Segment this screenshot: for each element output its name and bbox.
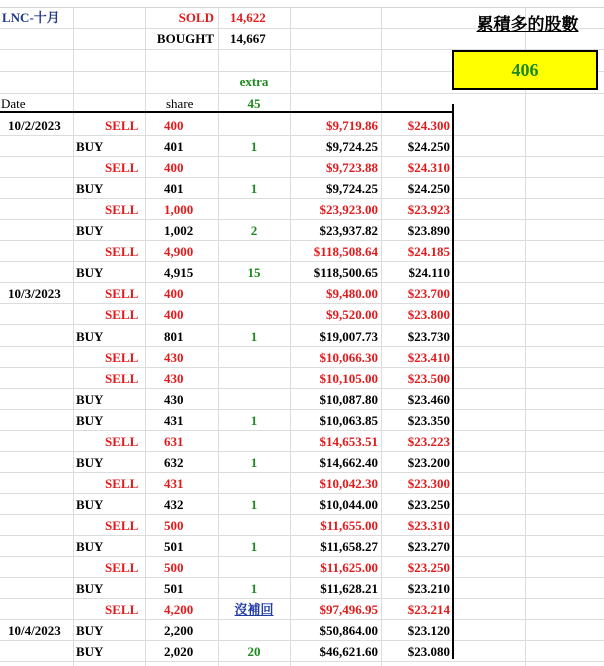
row-action: SELL — [105, 160, 139, 176]
row-action: SELL — [105, 560, 139, 576]
row-price: $23.200 — [407, 454, 450, 470]
row-amount: $11,658.27 — [320, 539, 378, 554]
row-amount: $46,621.60 — [319, 644, 378, 660]
summary-title: 累積多的股數 — [476, 15, 579, 35]
row-shares: 632 — [164, 454, 184, 470]
row-action: SELL — [105, 307, 139, 323]
row-shares: 501 — [164, 539, 184, 554]
row-price: $23.500 — [407, 370, 450, 386]
row-extra: 1 — [250, 412, 258, 428]
row-action: SELL — [105, 349, 139, 365]
row-amount: $9,724.25 — [326, 139, 378, 155]
row-amount: $118,500.65 — [313, 265, 378, 281]
row-shares: 401 — [164, 181, 184, 197]
sold-label: SOLD — [178, 10, 214, 25]
row-price: $24.250 — [407, 139, 450, 155]
row-action: BUY — [76, 454, 104, 470]
row-amount: $9,719.86 — [326, 118, 378, 133]
bought-value: 14,667 — [230, 31, 266, 46]
row-amount: $10,044.00 — [319, 496, 378, 512]
row-amount: $9,724.25 — [326, 181, 378, 197]
row-action: BUY — [76, 623, 104, 639]
row-amount: $23,923.00 — [319, 202, 378, 218]
row-price: $23.730 — [407, 328, 450, 344]
row-amount: $10,105.00 — [319, 370, 378, 386]
gridline — [0, 367, 604, 368]
row-shares: 1,000 — [164, 202, 194, 218]
spreadsheet-grid — [0, 7, 604, 666]
row-action: BUY — [76, 644, 104, 660]
row-shares: 400 — [164, 307, 184, 323]
gridline — [0, 661, 604, 662]
row-extra: 1 — [250, 496, 258, 512]
row-action: BUY — [76, 539, 104, 554]
row-amount: $14,653.51 — [319, 433, 378, 449]
gridline — [0, 388, 604, 389]
extra-label: extra — [239, 74, 269, 89]
row-price: $23.890 — [407, 223, 450, 239]
row-price: $23.080 — [407, 644, 450, 660]
row-extra: 1 — [250, 328, 258, 344]
gridline — [0, 451, 604, 452]
row-shares: 430 — [164, 349, 184, 365]
row-price: $23.310 — [407, 517, 450, 533]
row-action: SELL — [105, 286, 139, 302]
row-price: $24.300 — [407, 118, 450, 133]
row-shares: 500 — [164, 560, 184, 576]
gridline — [0, 577, 604, 578]
row-shares: 400 — [164, 286, 184, 302]
row-shares: 4,200 — [164, 602, 194, 618]
row-price: $23.250 — [407, 496, 450, 512]
gridline — [0, 598, 604, 599]
row-shares: 430 — [164, 370, 184, 386]
row-shares: 1,002 — [164, 223, 194, 239]
row-shares: 400 — [164, 118, 184, 133]
row-price: $23.120 — [407, 623, 450, 639]
row-shares: 801 — [164, 328, 184, 344]
row-price: $24.185 — [407, 244, 450, 260]
row-shares: 4,915 — [164, 265, 194, 281]
row-amount: $14,662.40 — [319, 454, 378, 470]
row-price: $23.460 — [407, 391, 450, 407]
gridline — [0, 198, 604, 199]
gridline — [0, 409, 604, 410]
row-amount: $11,625.00 — [320, 560, 378, 576]
gridline — [0, 640, 604, 641]
row-shares: 4,900 — [164, 244, 194, 260]
row-extra: 1 — [250, 581, 258, 597]
row-shares: 432 — [164, 496, 184, 512]
row-extra: 1 — [250, 181, 258, 197]
row-price: $23.210 — [407, 581, 450, 597]
summary-value-box — [452, 50, 598, 90]
row-extra: 20 — [247, 644, 261, 660]
gridline — [0, 346, 604, 347]
row-action: SELL — [105, 370, 139, 386]
row-shares: 430 — [164, 391, 184, 407]
row-price: $23.250 — [407, 560, 450, 576]
table-right-border — [452, 104, 454, 659]
row-amount: $50,864.00 — [319, 623, 378, 639]
row-shares: 431 — [164, 475, 184, 491]
row-action: SELL — [105, 202, 139, 218]
row-shares: 2,020 — [164, 644, 194, 660]
row-amount: $19,007.73 — [319, 328, 378, 344]
bought-label: BOUGHT — [156, 31, 214, 46]
share-header: share — [166, 96, 194, 111]
row-amount: $11,655.00 — [320, 517, 378, 533]
row-action: BUY — [76, 496, 104, 512]
gridline — [0, 324, 604, 325]
summary-value: 406 — [511, 59, 539, 80]
gridline — [0, 535, 604, 536]
gridline — [0, 493, 604, 494]
row-shares: 431 — [164, 412, 184, 428]
row-extra: 1 — [250, 139, 258, 155]
row-shares: 631 — [164, 433, 184, 449]
row-action: BUY — [76, 265, 104, 281]
row-shares: 501 — [164, 581, 184, 597]
sold-value: 14,622 — [230, 10, 266, 25]
row-action: BUY — [76, 581, 104, 597]
gridline — [0, 514, 604, 515]
row-date: 10/2/2023 — [8, 118, 61, 133]
row-shares: 2,200 — [164, 623, 194, 639]
row-action: SELL — [105, 244, 139, 260]
gridline — [0, 472, 604, 473]
row-action: SELL — [105, 602, 139, 618]
gridline — [0, 135, 604, 136]
row-amount: $118,508.64 — [313, 244, 378, 260]
row-amount: $11,628.21 — [320, 581, 378, 597]
row-shares: 400 — [164, 160, 184, 176]
row-amount: $10,042.30 — [319, 475, 378, 491]
row-action: SELL — [105, 475, 139, 491]
row-shares: 401 — [164, 139, 184, 155]
row-extra: 沒補回 — [234, 602, 274, 618]
row-amount: $23,937.82 — [319, 223, 378, 239]
row-action: BUY — [76, 391, 104, 407]
row-action: SELL — [105, 517, 139, 533]
gridline — [0, 430, 604, 431]
row-extra: 2 — [250, 223, 258, 239]
gridline — [0, 619, 604, 620]
row-extra: 1 — [250, 454, 258, 470]
row-price: $23.350 — [407, 412, 450, 428]
row-amount: $97,496.95 — [319, 602, 378, 618]
gridline — [525, 7, 526, 666]
row-extra: 1 — [250, 539, 258, 554]
row-price: $23.270 — [407, 539, 450, 554]
row-amount: $9,520.00 — [326, 307, 378, 323]
row-shares: 500 — [164, 517, 184, 533]
row-price: $23.223 — [407, 433, 450, 449]
header-divider — [0, 111, 453, 113]
gridline — [0, 156, 604, 157]
gridline — [0, 93, 604, 94]
row-price: $24.110 — [408, 265, 450, 281]
extra-total: 45 — [247, 96, 261, 111]
gridline — [145, 7, 146, 666]
row-price: $23.800 — [407, 307, 450, 323]
row-date: 10/3/2023 — [8, 286, 61, 302]
row-price: $24.250 — [407, 181, 450, 197]
gridline — [0, 282, 604, 283]
row-price: $23.923 — [407, 202, 450, 218]
row-price: $23.700 — [407, 286, 450, 302]
row-action: SELL — [105, 118, 139, 133]
row-action: BUY — [76, 223, 104, 239]
gridline — [0, 556, 604, 557]
row-price: $23.214 — [407, 602, 450, 618]
gridline — [0, 177, 604, 178]
row-amount: $9,723.88 — [326, 160, 378, 176]
row-price: $24.310 — [407, 160, 450, 176]
row-extra: 15 — [247, 265, 261, 281]
gridline — [0, 303, 604, 304]
row-action: BUY — [76, 412, 104, 428]
sheet-title: LNC-十月 — [2, 10, 60, 25]
row-action: BUY — [76, 328, 104, 344]
date-header: Date — [1, 96, 26, 111]
gridline — [0, 240, 604, 241]
gridline — [73, 7, 74, 666]
row-action: BUY — [76, 139, 104, 155]
row-price: $23.410 — [407, 349, 450, 365]
row-amount: $10,087.80 — [319, 391, 378, 407]
row-amount: $10,063.85 — [319, 412, 378, 428]
gridline — [0, 219, 604, 220]
row-amount: $10,066.30 — [319, 349, 378, 365]
gridline — [0, 261, 604, 262]
row-action: BUY — [76, 181, 104, 197]
row-price: $23.300 — [407, 475, 450, 491]
row-action: SELL — [105, 433, 139, 449]
row-amount: $9,480.00 — [326, 286, 378, 302]
row-date: 10/4/2023 — [8, 623, 61, 639]
